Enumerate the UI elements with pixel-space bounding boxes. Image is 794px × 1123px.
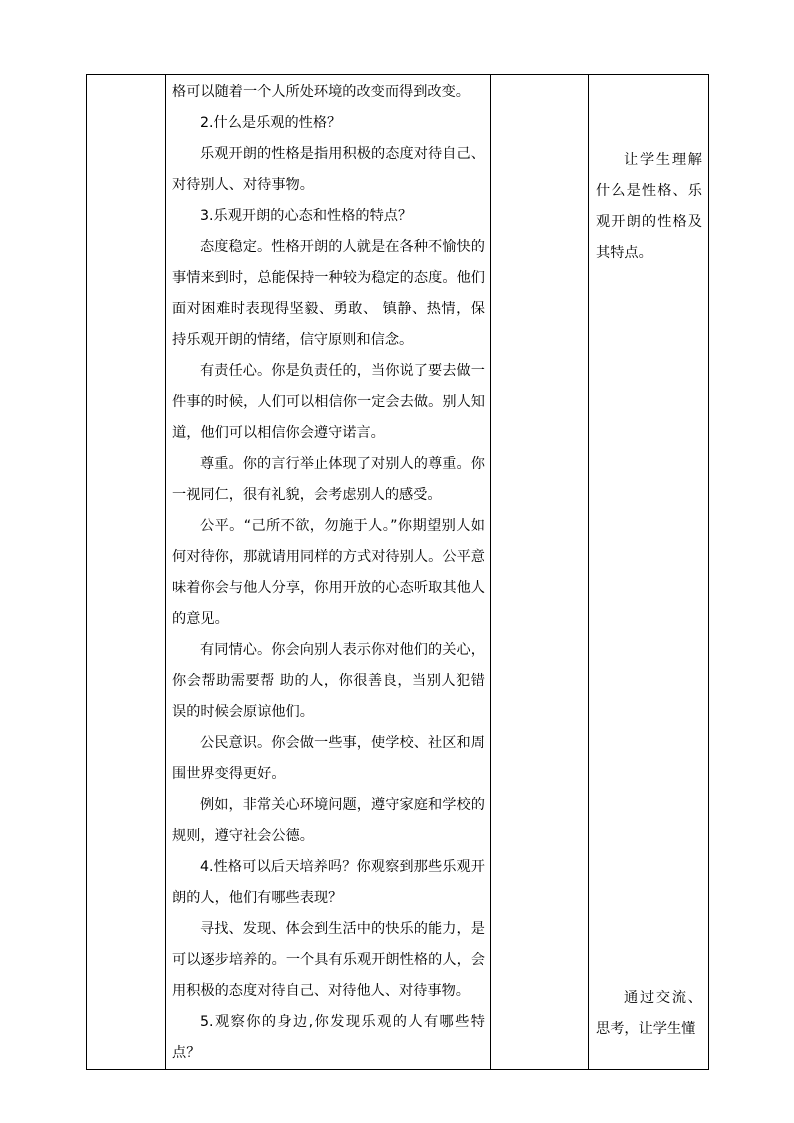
table-row (87, 75, 709, 1070)
empty-left-cell (87, 75, 166, 1070)
teaching-content-cell (166, 75, 491, 1070)
question-heading: 2.什么是乐观的性格？ (200, 115, 342, 131)
content-paragraph: 有同情心。你会向别人表示你对他们的关心，你会帮助需要帮 助的人，你很善良，当别人犯错误的时候会原谅他们。 (172, 642, 485, 720)
question-heading: 3.乐观开朗的心态和性格的特点？ (200, 208, 413, 224)
content-paragraph: 格可以随着一个人所处环境的改变而得到改变。 (172, 84, 470, 100)
design-intent-note: 让学生理解什么是性格、乐观开朗的性格及其特点。 (596, 152, 702, 261)
empty-activity-cell (491, 75, 589, 1070)
question-heading: 5.观察你的身边,你发现乐观的人有哪些特点？ (172, 1014, 485, 1061)
content-paragraph: 公民意识。你会做一些事，使学校、社区和周围世界变得更好。 (172, 735, 485, 782)
lesson-plan-table (86, 74, 709, 1070)
content-paragraph: 乐观开朗的性格是指用积极的态度对待自己、对待别人、对待事物。 (172, 146, 485, 193)
design-intent-note: 通过交流、思考，让学生懂 (596, 990, 702, 1037)
question-heading: 4.性格可以后天培养吗？你观察到那些乐观开朗的人，他们有哪些表现？ (172, 859, 485, 906)
content-paragraph: 例如，非常关心环境问题，遵守家庭和学校的规则，遵守社会公德。 (172, 797, 485, 844)
content-paragraph: 尊重。你的言行举止体现了对别人的尊重。你一视同仁，很有礼貌，会考虑别人的感受。 (172, 456, 485, 503)
content-paragraph: 公平。“己所不欲，勿施于人。”你期望别人如何对待你，那就请用同样的方式对待别人。公平意味着你会与他人分享，你用开放的心态听取其他人的意见。 (172, 518, 485, 627)
content-paragraph: 寻找、发现、体会到生活中的快乐的能力，是可以逐步培养的。一个具有乐观开朗性格的人，会用积极的态度对待自己、对待他人、对待事物。 (172, 921, 485, 999)
content-paragraph: 有责任心。你是负责任的，当你说了要去做一件事的时候，人们可以相信你一定会去做。别人知道，他们可以相信你会遵守诺言。 (172, 363, 485, 441)
design-intent-cell (589, 75, 709, 1070)
content-paragraph: 态度稳定。性格开朗的人就是在各种不愉快的事情来到时，总能保持一种较为稳定的态度。他们面对困难时表现得坚毅、勇敢、 镇静、热情，保持乐观开朗的情绪，信守原则和信念。 (172, 239, 485, 348)
